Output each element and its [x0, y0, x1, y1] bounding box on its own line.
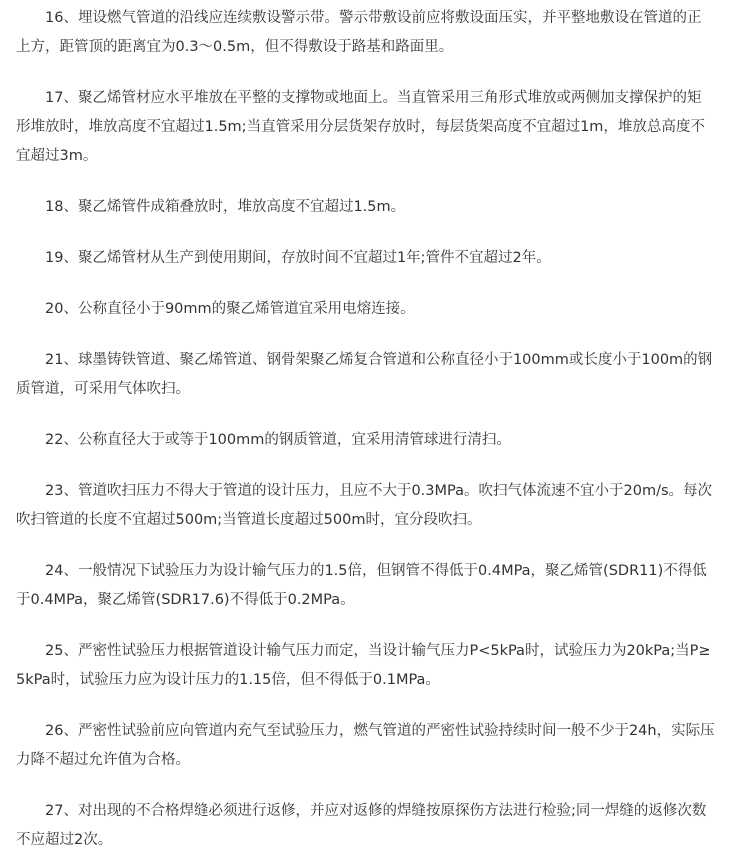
paragraph-19: 19、聚乙烯管材从生产到使用期间，存放时间不宜超过1年;管件不宜超过2年。 [45, 250, 551, 266]
paragraph-23: 23、管道吹扫压力不得大于管道的设计压力，且应不大于0.3MPa。吹扫气体流速不宜小于20m/s。每次吹扫管道的长度不宜超过500m;当管道长度超过500m时，宜分段吹扫。 [16, 483, 713, 528]
paragraph-18: 18、聚乙烯管件成箱叠放时，堆放高度不宜超过1.5m。 [45, 199, 406, 215]
paragraph-17: 17、聚乙烯管材应水平堆放在平整的支撑物或地面上。当直管采用三角形式堆放或两侧加支撑保护的矩形堆放时，堆放高度不宜超过1.5m;当直管采用分层货架存放时，每层货架高度不宜超过1m，堆放总高度不宜超过3m。 [16, 90, 705, 164]
paragraph-26: 26、严密性试验前应向管道内充气至试验压力，燃气管道的严密性试验持续时间一般不少于24h，实际压力降不超过允许值为合格。 [16, 723, 715, 768]
paragraph-25: 25、严密性试验压力根据管道设计输气压力而定，当设计输气压力P<5kPa时，试验压力为20kPa;当P≥5kPa时，试验压力应为设计压力的1.15倍，但不得低于0.1MPa。 [16, 643, 711, 688]
paragraph-22: 22、公称直径大于或等于100mm的钢质管道，宜采用清管球进行清扫。 [45, 432, 511, 448]
paragraph-27: 27、对出现的不合格焊缝必须进行返修，并应对返修的焊缝按原探伤方法进行检验;同一焊缝的返修次数不应超过2次。 [16, 803, 707, 848]
paragraph-21: 21、球墨铸铁管道、聚乙烯管道、钢骨架聚乙烯复合管道和公称直径小于100mm或长度小于100m的钢质管道，可采用气体吹扫。 [16, 352, 713, 397]
paragraph-16: 16、埋设燃气管道的沿线应连续敷设警示带。警示带敷设前应将敷设面压实，并平整地敷设在管道的正上方，距管顶的距离宜为0.3～0.5m，但不得敷设于路基和路面里。 [16, 10, 702, 55]
paragraph-24: 24、一般情况下试验压力为设计输气压力的1.5倍，但钢管不得低于0.4MPa，聚乙烯管(SDR11)不得低于0.4MPa，聚乙烯管(SDR17.6)不得低于0.2MPa。 [16, 563, 707, 608]
paragraph-20: 20、公称直径小于90mm的聚乙烯管道宜采用电熔连接。 [45, 301, 415, 317]
